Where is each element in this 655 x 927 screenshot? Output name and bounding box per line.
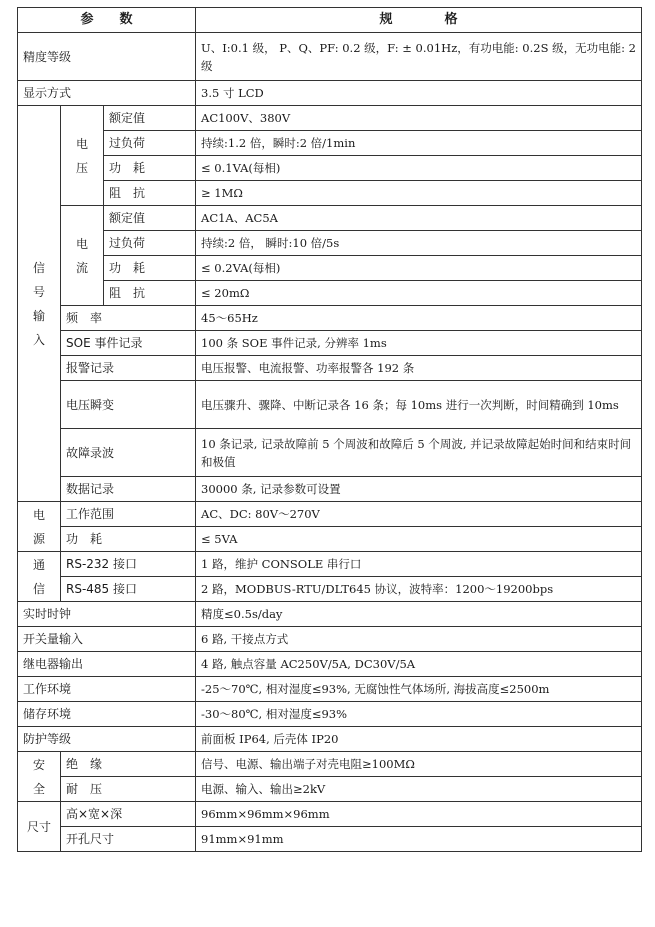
group-label-comm: 通信	[18, 552, 61, 602]
table-row	[18, 356, 642, 381]
group-label-size: 尺寸	[18, 802, 61, 852]
table-row	[18, 156, 642, 181]
spec-value: -25～70℃, 相对湿度≤93%, 无腐蚀性气体场所, 海拔高度≤2500m	[196, 677, 642, 702]
param-label: 数据记录	[61, 477, 196, 502]
param-label: 开关量输入	[18, 627, 196, 652]
table-row	[18, 106, 642, 131]
table-row	[18, 827, 642, 852]
spec-value: 6 路, 干接点方式	[196, 627, 642, 652]
table-row	[18, 33, 642, 81]
table-row	[18, 281, 642, 306]
spec-value: 2 路，MODBUS-RTU/DLT645 协议，波特率：1200～19200bps	[196, 577, 642, 602]
param-label: 电压瞬变	[61, 381, 196, 429]
spec-value: 1 路，维护 CONSOLE 串行口	[196, 552, 642, 577]
spec-value: 30000 条, 记录参数可设置	[196, 477, 642, 502]
table-row	[18, 802, 642, 827]
param-label: RS-232 接口	[61, 552, 196, 577]
spec-value: 电压骤升、骤降、中断记录各 16 条；每 10ms 进行一次判断，时间精确到 10ms	[196, 381, 642, 429]
param-label: RS-485 接口	[61, 577, 196, 602]
group-label-safety: 安全	[18, 752, 61, 802]
table-row	[18, 527, 642, 552]
spec-value: AC100V、380V	[196, 106, 642, 131]
spec-value: U、I:0.1 级， P、Q、PF: 0.2 级，F: ± 0.01Hz，有功电能: 0.2S 级，无功电能: 2 级	[196, 33, 642, 81]
spec-value: 信号、电源、输出端子对壳电阻≥100MΩ	[196, 752, 642, 777]
table-row	[18, 627, 642, 652]
param-label: 功 耗	[104, 256, 196, 281]
param-label: 显示方式	[18, 81, 196, 106]
table-row	[18, 81, 642, 106]
table-row	[18, 702, 642, 727]
spec-value: 3.5 寸 LCD	[196, 81, 642, 106]
param-label: 防护等级	[18, 727, 196, 752]
spec-value: AC、DC: 80V～270V	[196, 502, 642, 527]
spec-value: 91mm×91mm	[196, 827, 642, 852]
param-label: 额定值	[104, 206, 196, 231]
table-row	[18, 677, 642, 702]
table-row	[18, 256, 642, 281]
table-row	[18, 602, 642, 627]
spec-value: 电压报警、电流报警、功率报警各 192 条	[196, 356, 642, 381]
param-label: 实时时钟	[18, 602, 196, 627]
param-label: 频 率	[61, 306, 196, 331]
spec-value: 持续:1.2 倍，瞬时:2 倍/1min	[196, 131, 642, 156]
spec-value: ≤ 0.1VA(每相)	[196, 156, 642, 181]
param-label: 耐 压	[61, 777, 196, 802]
table-row	[18, 752, 642, 777]
table-header	[18, 8, 642, 33]
spec-value: 45～65Hz	[196, 306, 642, 331]
table-row	[18, 131, 642, 156]
param-label: 故障录波	[61, 429, 196, 477]
spec-value: AC1A、AC5A	[196, 206, 642, 231]
param-label: 工作环境	[18, 677, 196, 702]
param-label: 精度等级	[18, 33, 196, 81]
spec-value: 10 条记录, 记录故障前 5 个周波和故障后 5 个周波, 并记录故障起始时间和结束时间和极值	[196, 429, 642, 477]
param-label: 阻 抗	[104, 281, 196, 306]
param-label: 储存环境	[18, 702, 196, 727]
table-row	[18, 652, 642, 677]
spec-value: 精度≤0.5s/day	[196, 602, 642, 627]
param-label: 工作范围	[61, 502, 196, 527]
param-label: 阻 抗	[104, 181, 196, 206]
group-label-signal: 信号输入	[18, 106, 61, 502]
param-label: 过负荷	[104, 131, 196, 156]
spec-header: 规 格	[196, 8, 642, 33]
param-label: 高×宽×深	[61, 802, 196, 827]
spec-value: 4 路, 触点容量 AC250V/5A, DC30V/5A	[196, 652, 642, 677]
table-row	[18, 306, 642, 331]
spec-value: 96mm×96mm×96mm	[196, 802, 642, 827]
spec-value: 持续:2 倍， 瞬时:10 倍/5s	[196, 231, 642, 256]
table-row	[18, 502, 642, 527]
param-label: 功 耗	[61, 527, 196, 552]
table-row	[18, 777, 642, 802]
spec-value: 电源、输入、输出≥2kV	[196, 777, 642, 802]
table-row	[18, 231, 642, 256]
spec-value: ≥ 1MΩ	[196, 181, 642, 206]
param-label: 功 耗	[104, 156, 196, 181]
param-header: 参 数	[18, 8, 196, 33]
param-label: SOE 事件记录	[61, 331, 196, 356]
subgroup-label-current: 电流	[61, 206, 104, 306]
table-row	[18, 381, 642, 429]
table-row	[18, 331, 642, 356]
spec-value: ≤ 0.2VA(每相)	[196, 256, 642, 281]
spec-value: ≤ 20mΩ	[196, 281, 642, 306]
spec-value: -30～80℃, 相对湿度≤93%	[196, 702, 642, 727]
table-row	[18, 206, 642, 231]
table-row	[18, 727, 642, 752]
param-label: 开孔尺寸	[61, 827, 196, 852]
table-row	[18, 181, 642, 206]
param-label: 绝 缘	[61, 752, 196, 777]
param-label: 继电器输出	[18, 652, 196, 677]
table-row	[18, 429, 642, 477]
table-row	[18, 552, 642, 577]
table-row	[18, 477, 642, 502]
spec-table	[17, 7, 642, 852]
table-row	[18, 577, 642, 602]
subgroup-label-voltage: 电压	[61, 106, 104, 206]
group-label-supply: 电源	[18, 502, 61, 552]
spec-value: 前面板 IP64, 后壳体 IP20	[196, 727, 642, 752]
param-label: 报警记录	[61, 356, 196, 381]
spec-value: 100 条 SOE 事件记录, 分辨率 1ms	[196, 331, 642, 356]
spec-value: ≤ 5VA	[196, 527, 642, 552]
param-label: 额定值	[104, 106, 196, 131]
param-label: 过负荷	[104, 231, 196, 256]
